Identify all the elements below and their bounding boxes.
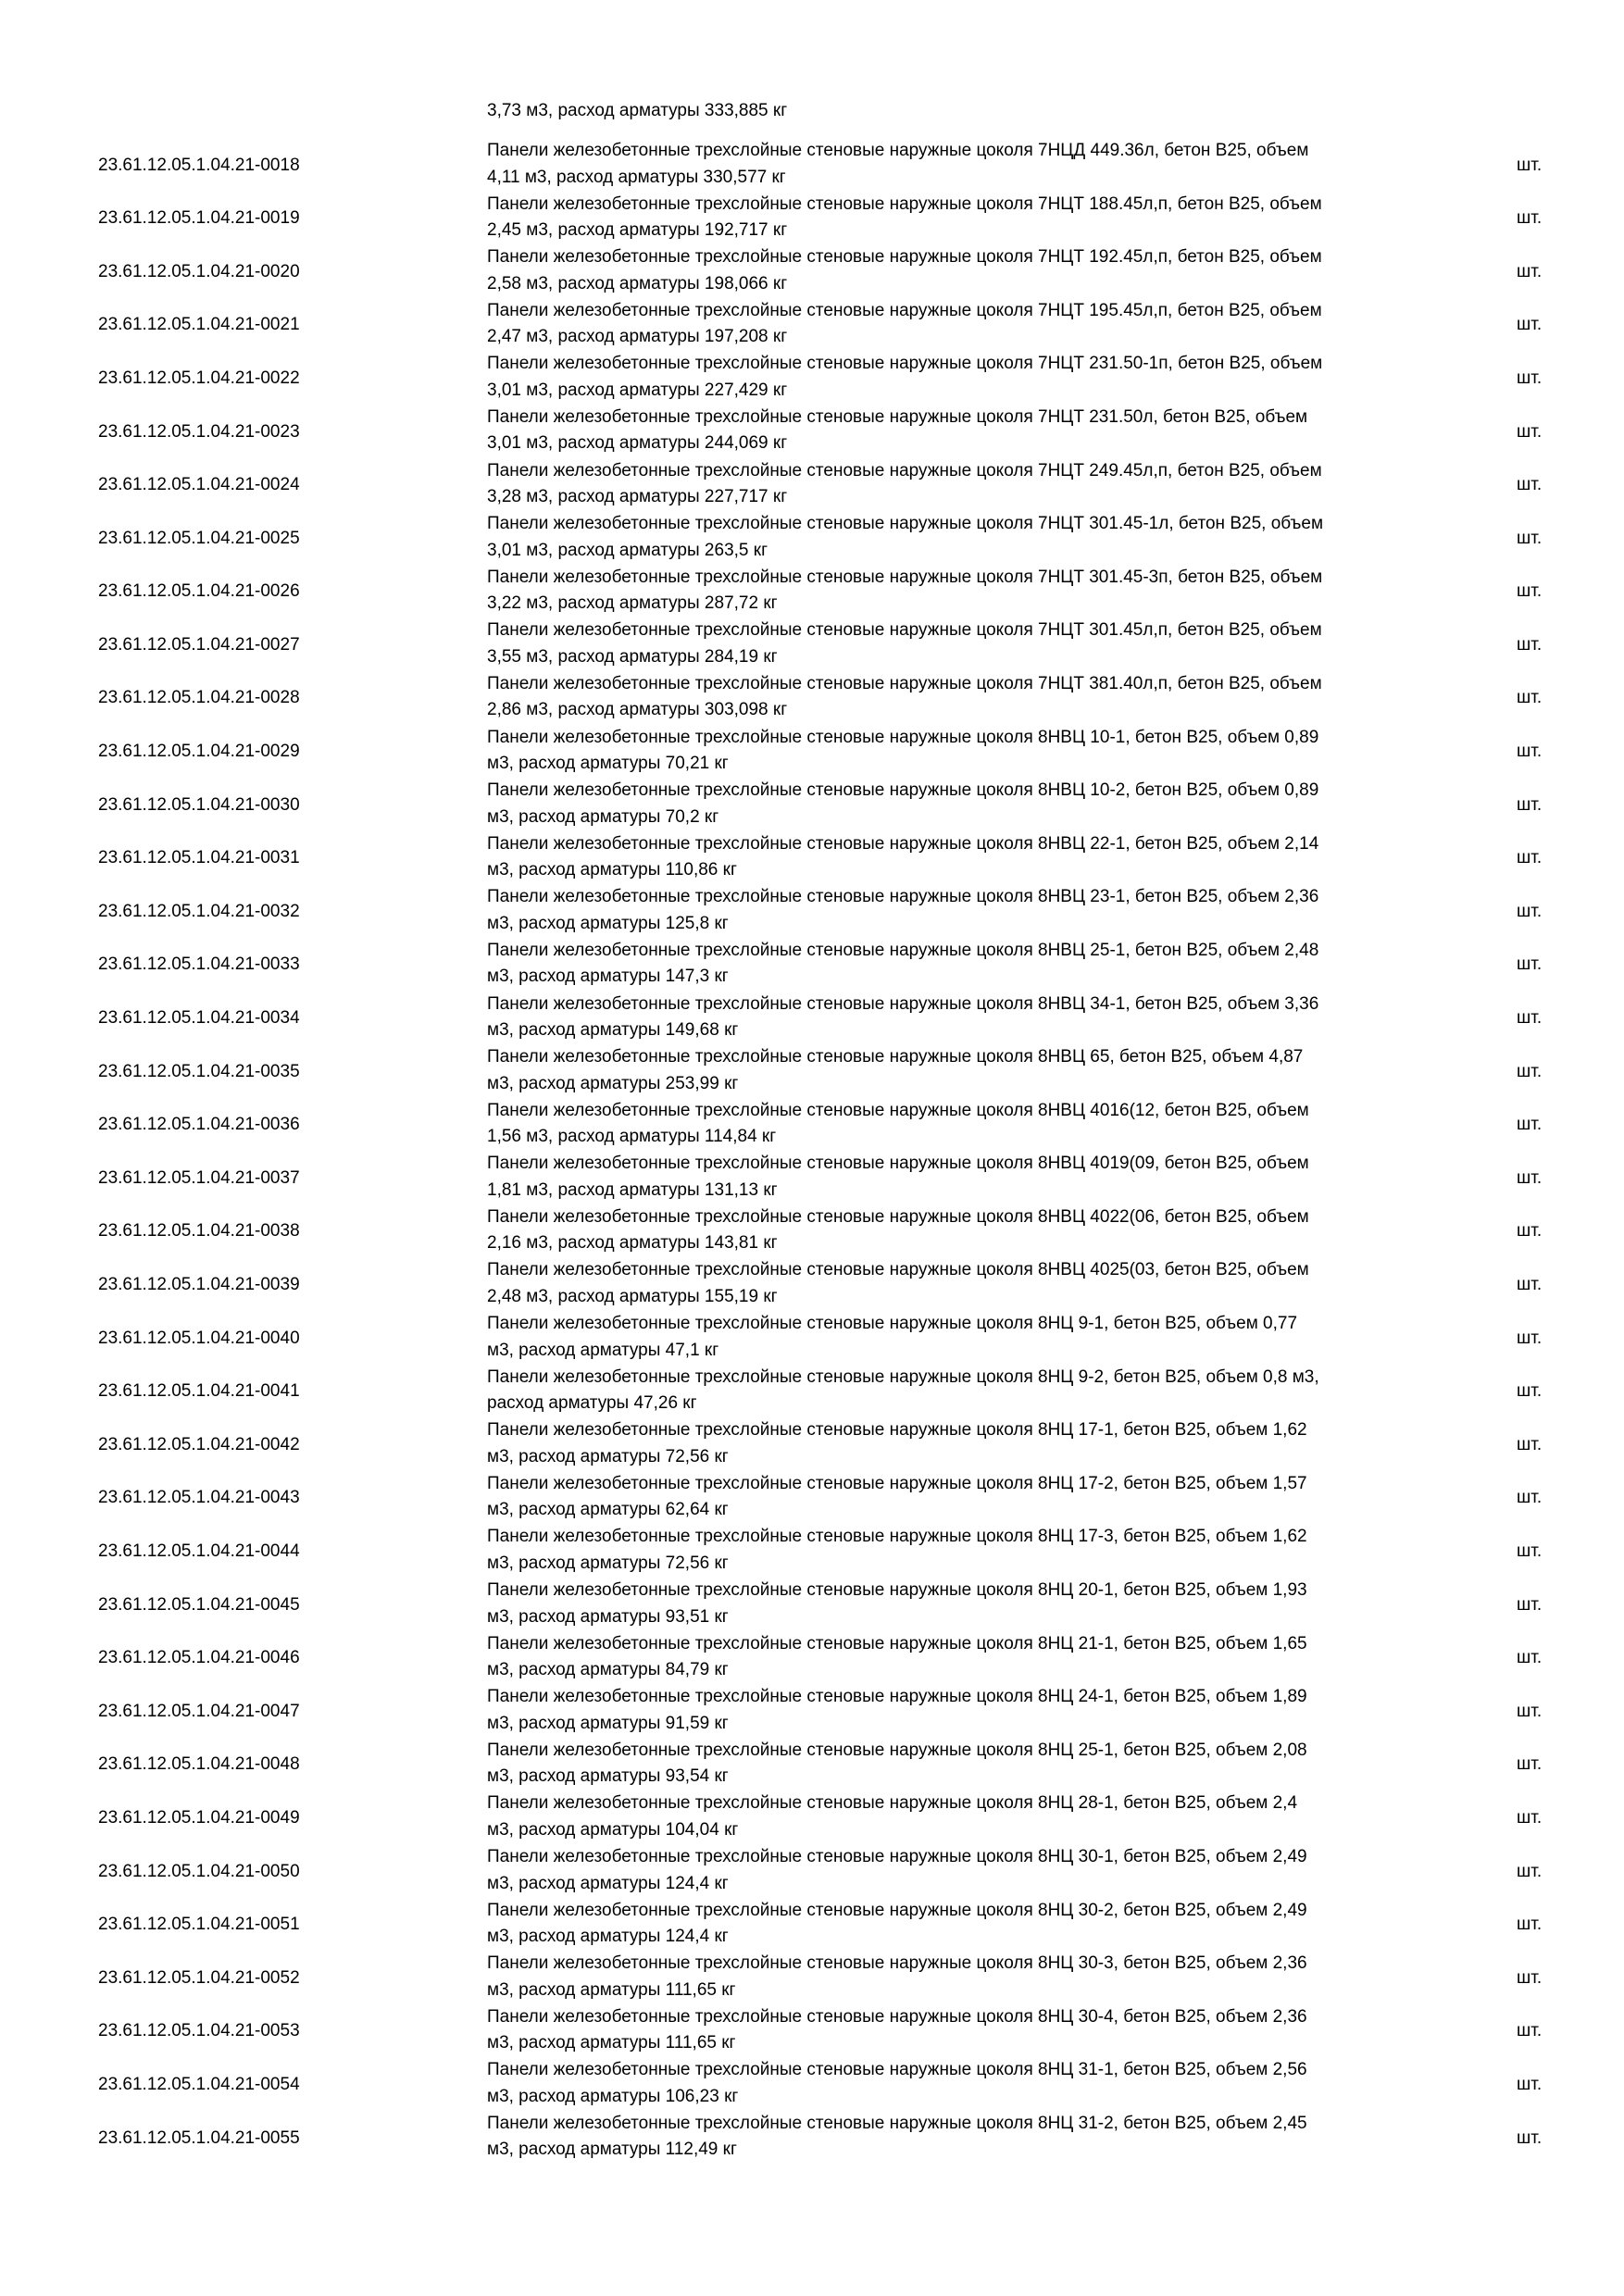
description-line-1: Панели железобетонные трехслойные стеновые наружные цоколя 8НЦ 9-1, бетон B25, объем 0,77 bbox=[487, 1314, 1298, 1334]
description-line-2: 1,56 м3, расход арматуры 114,84 кг bbox=[487, 1127, 777, 1147]
item-code: 23.61.12.05.1.04.21-0031 bbox=[98, 848, 300, 868]
item-description bbox=[487, 1098, 1450, 1151]
unit-of-measure: шт. bbox=[1517, 634, 1543, 655]
item-code: 23.61.12.05.1.04.21-0021 bbox=[98, 315, 300, 335]
item-description bbox=[487, 884, 1450, 937]
item-description bbox=[487, 565, 1450, 618]
description-line-2: м3, расход арматуры 149,68 кг bbox=[487, 1020, 739, 1040]
description-line-2: 3,28 м3, расход арматуры 227,717 кг bbox=[487, 487, 788, 507]
table-row bbox=[0, 566, 1624, 619]
description-line-2: м3, расход арматуры 147,3 кг bbox=[487, 967, 729, 987]
item-description bbox=[487, 1257, 1450, 1310]
table-row bbox=[0, 193, 1624, 246]
item-code: 23.61.12.05.1.04.21-0039 bbox=[98, 1275, 300, 1295]
unit-of-measure: шт. bbox=[1517, 1541, 1543, 1561]
description-line-2: 3,55 м3, расход арматуры 284,19 кг bbox=[487, 646, 778, 667]
item-code: 23.61.12.05.1.04.21-0029 bbox=[98, 742, 300, 762]
description-line-1: Панели железобетонные трехслойные стеновые наружные цоколя 8НВЦ 4016(12, бетон B25, объем bbox=[487, 1100, 1309, 1120]
description-line-1: Панели железобетонные трехслойные стеновые наружные цоколя 7НЦТ 249.45л,п, бетон B25, объем bbox=[487, 460, 1322, 480]
item-description bbox=[487, 244, 1450, 297]
unit-of-measure: шт. bbox=[1517, 688, 1543, 708]
unit-of-measure: шт. bbox=[1517, 2074, 1543, 2094]
description-line-1: Панели железобетонные трехслойные стеновые наружные цоколя 8НВЦ 25-1, бетон B25, объем 2,48 bbox=[487, 940, 1319, 960]
item-code: 23.61.12.05.1.04.21-0026 bbox=[98, 581, 300, 602]
description-line-1: Панели железобетонные трехслойные стеновые наружные цоколя 8НВЦ 10-2, бетон B25, объем 0,89 bbox=[487, 780, 1319, 801]
description-line-2: м3, расход арматуры 125,8 кг bbox=[487, 913, 729, 933]
description-line-1: Панели железобетонные трехслойные стеновые наружные цоколя 8НЦ 25-1, бетон B25, объем 2,08 bbox=[487, 1740, 1307, 1760]
unit-of-measure: шт. bbox=[1517, 261, 1543, 281]
table-row bbox=[0, 992, 1624, 1046]
description-line-2: м3, расход арматуры 104,04 кг bbox=[487, 1819, 739, 1840]
description-line-1: Панели железобетонные трехслойные стеновые наружные цоколя 7НЦТ 231.50-1п, бетон B25, объем bbox=[487, 354, 1323, 374]
description-line-1: Панели железобетонные трехслойные стеновые наружные цоколя 7НЦТ 188.45л,п, бетон B25, объем bbox=[487, 193, 1322, 214]
description-line-1: Панели железобетонные трехслойные стеновые наружные цоколя 8НЦ 24-1, бетон B25, объем 1,89 bbox=[487, 1687, 1307, 1707]
item-description bbox=[487, 992, 1450, 1044]
description-line-2: м3, расход арматуры 111,65 кг bbox=[487, 2033, 736, 2053]
table-row bbox=[0, 1578, 1624, 1632]
item-description bbox=[487, 671, 1450, 724]
description-line-1: Панели железобетонные трехслойные стеновые наружные цоколя 8НВЦ 4022(06, бетон B25, объем bbox=[487, 1206, 1309, 1227]
description-line-1: Панели железобетонные трехслойные стеновые наружные цоколя 8НЦ 21-1, бетон B25, объем 1,65 bbox=[487, 1633, 1307, 1653]
item-description bbox=[487, 1951, 1450, 2003]
description-line-1: Панели железобетонные трехслойные стеновые наружные цоколя 8НЦ 31-1, бетон B25, объем 2,56 bbox=[487, 2060, 1307, 2080]
item-description bbox=[487, 1791, 1450, 1843]
description-line-2: м3, расход арматуры 93,54 кг bbox=[487, 1766, 729, 1787]
item-code: 23.61.12.05.1.04.21-0043 bbox=[98, 1488, 300, 1508]
description-line-2: м3, расход арматуры 47,1 кг bbox=[487, 1340, 719, 1360]
item-code: 23.61.12.05.1.04.21-0019 bbox=[98, 208, 300, 229]
description-line-1: Панели железобетонные трехслойные стеновые наружные цоколя 8НВЦ 10-1, бетон B25, объем 0,89 bbox=[487, 727, 1319, 747]
unit-of-measure: шт. bbox=[1517, 901, 1543, 921]
table-row bbox=[0, 672, 1624, 726]
description-line-1: Панели железобетонные трехслойные стеновые наружные цоколя 8НВЦ 65, бетон B25, объем 4,87 bbox=[487, 1047, 1304, 1067]
description-line-2: 4,11 м3, расход арматуры 330,577 кг bbox=[487, 167, 786, 187]
item-code: 23.61.12.05.1.04.21-0033 bbox=[98, 955, 300, 975]
description-line-2: 1,81 м3, расход арматуры 131,13 кг bbox=[487, 1179, 778, 1200]
item-description bbox=[487, 618, 1450, 670]
item-code: 23.61.12.05.1.04.21-0054 bbox=[98, 2074, 300, 2094]
description-line-1: Панели железобетонные трехслойные стеновые наружные цоколя 8НВЦ 34-1, бетон B25, объем 3,36 bbox=[487, 993, 1319, 1014]
unit-of-measure: шт. bbox=[1517, 1861, 1543, 1881]
unit-of-measure: шт. bbox=[1517, 1807, 1543, 1828]
description-line-1: Панели железобетонные трехслойные стеновые наружные цоколя 8НЦ 17-1, бетон B25, объем 1,62 bbox=[487, 1420, 1307, 1441]
description-line-2: м3, расход арматуры 91,59 кг bbox=[487, 1713, 729, 1733]
table-row bbox=[0, 299, 1624, 353]
item-description bbox=[487, 1578, 1450, 1630]
description-line-2: расход арматуры 47,26 кг bbox=[487, 1393, 697, 1414]
item-description bbox=[487, 405, 1450, 457]
description-line-2: 2,47 м3, расход арматуры 197,208 кг bbox=[487, 327, 788, 347]
description-line-1: Панели железобетонные трехслойные стеновые наружные цоколя 7НЦД 449.36л, бетон B25, объем bbox=[487, 141, 1309, 160]
table-row bbox=[0, 139, 1624, 193]
item-description bbox=[487, 1471, 1450, 1524]
description-line-1: Панели железобетонные трехслойные стеновые наружные цоколя 8НЦ 31-2, бетон B25, объем 2,45 bbox=[487, 2113, 1307, 2133]
table-row bbox=[0, 1205, 1624, 1259]
description-line-1: Панели железобетонные трехслойные стеновые наружные цоколя 7НЦТ 301.45-1л, бетон B25, объем bbox=[487, 514, 1324, 534]
unit-of-measure: шт. bbox=[1517, 1754, 1543, 1775]
description-line-2: м3, расход арматуры 253,99 кг bbox=[487, 1073, 739, 1093]
description-line-2: 3,01 м3, расход арматуры 244,069 кг bbox=[487, 433, 788, 454]
description-line-2: м3, расход арматуры 84,79 кг bbox=[487, 1660, 729, 1680]
item-code: 23.61.12.05.1.04.21-0024 bbox=[98, 475, 300, 495]
item-description bbox=[487, 2111, 1450, 2164]
description-line-2: м3, расход арматуры 111,65 кг bbox=[487, 1979, 736, 2000]
item-description bbox=[487, 2004, 1450, 2057]
unit-of-measure: шт. bbox=[1517, 528, 1543, 548]
item-description bbox=[487, 1524, 1450, 1577]
description-line-2: 3,01 м3, расход арматуры 227,429 кг bbox=[487, 380, 788, 400]
unit-of-measure: шт. bbox=[1517, 475, 1543, 495]
description-line-1: Панели железобетонные трехслойные стеновые наружные цоколя 7НЦТ 192.45л,п, бетон B25, объем bbox=[487, 247, 1322, 268]
unit-of-measure: шт. bbox=[1517, 1701, 1543, 1721]
unit-of-measure: шт. bbox=[1517, 742, 1543, 762]
item-description bbox=[487, 1631, 1450, 1684]
item-description bbox=[487, 1844, 1450, 1897]
table-row bbox=[0, 1312, 1624, 1366]
item-code: 23.61.12.05.1.04.21-0053 bbox=[98, 2021, 300, 2041]
item-description bbox=[487, 778, 1450, 830]
description-line-2: м3, расход арматуры 124,4 кг bbox=[487, 1873, 729, 1893]
unit-of-measure: шт. bbox=[1517, 1275, 1543, 1295]
description-line-2: 2,58 м3, расход арматуры 198,066 кг bbox=[487, 273, 788, 293]
description-line-2: м3, расход арматуры 112,49 кг bbox=[487, 2140, 737, 2160]
unit-of-measure: шт. bbox=[1517, 2021, 1543, 2041]
unit-of-measure: шт. bbox=[1517, 2128, 1543, 2148]
unit-of-measure: шт. bbox=[1517, 155, 1543, 175]
item-code: 23.61.12.05.1.04.21-0023 bbox=[98, 421, 300, 442]
table-row bbox=[0, 939, 1624, 992]
description-line-1: Панели железобетонные трехслойные стеновые наружные цоколя 8НЦ 20-1, бетон B25, объем 1,93 bbox=[487, 1580, 1307, 1601]
item-description bbox=[487, 1044, 1450, 1097]
item-description bbox=[487, 2057, 1450, 2110]
unit-of-measure: шт. bbox=[1517, 421, 1543, 442]
table-row bbox=[0, 2005, 1624, 2059]
table-row bbox=[0, 1366, 1624, 1419]
description-line-2: м3, расход арматуры 72,56 кг bbox=[487, 1446, 729, 1466]
item-code: 23.61.12.05.1.04.21-0052 bbox=[98, 1967, 300, 1988]
item-code: 23.61.12.05.1.04.21-0034 bbox=[98, 1008, 300, 1029]
unit-of-measure: шт. bbox=[1517, 208, 1543, 229]
unit-of-measure: шт. bbox=[1517, 1328, 1543, 1348]
item-code: 23.61.12.05.1.04.21-0050 bbox=[98, 1861, 300, 1881]
item-code: 23.61.12.05.1.04.21-0035 bbox=[98, 1061, 300, 1081]
item-code: 23.61.12.05.1.04.21-0018 bbox=[98, 155, 300, 175]
table-row bbox=[0, 1845, 1624, 1899]
item-code: 23.61.12.05.1.04.21-0045 bbox=[98, 1594, 300, 1615]
description-line-1: Панели железобетонные трехслойные стеновые наружные цоколя 8НВЦ 4019(09, бетон B25, объем bbox=[487, 1154, 1309, 1174]
description-line-2: м3, расход арматуры 62,64 кг bbox=[487, 1500, 729, 1520]
unit-of-measure: шт. bbox=[1517, 955, 1543, 975]
unit-of-measure: шт. bbox=[1517, 794, 1543, 815]
item-code: 23.61.12.05.1.04.21-0027 bbox=[98, 634, 300, 655]
item-code: 23.61.12.05.1.04.21-0046 bbox=[98, 1648, 300, 1668]
item-description bbox=[487, 938, 1450, 991]
item-description bbox=[487, 831, 1450, 884]
unit-of-measure: шт. bbox=[1517, 1434, 1543, 1454]
description-line-2: м3, расход арматуры 110,86 кг bbox=[487, 860, 737, 880]
table-row bbox=[0, 1418, 1624, 1472]
item-description bbox=[487, 1311, 1450, 1364]
unit-of-measure: шт. bbox=[1517, 315, 1543, 335]
description-line-1: Панели железобетонные трехслойные стеновые наружные цоколя 8НЦ 30-4, бетон B25, объем 2,36 bbox=[487, 2006, 1307, 2027]
description-line-1: Панели железобетонные трехслойные стеновые наружные цоколя 8НЦ 28-1, бетон B25, объем 2,4 bbox=[487, 1793, 1298, 1814]
description-line-1: Панели железобетонные трехслойные стеновые наружные цоколя 8НЦ 17-3, бетон B25, объем 1,62 bbox=[487, 1527, 1307, 1547]
item-code: 23.61.12.05.1.04.21-0055 bbox=[98, 2128, 300, 2148]
item-description bbox=[487, 351, 1450, 404]
description-line-1: Панели железобетонные трехслойные стеновые наружные цоколя 7НЦТ 381.40л,п, бетон B25, объем bbox=[487, 673, 1322, 693]
table-row bbox=[0, 245, 1624, 299]
table-row bbox=[0, 2112, 1624, 2165]
item-code: 23.61.12.05.1.04.21-0044 bbox=[98, 1541, 300, 1561]
item-code: 23.61.12.05.1.04.21-0042 bbox=[98, 1434, 300, 1454]
table-row bbox=[0, 1899, 1624, 1953]
item-description bbox=[487, 1738, 1450, 1791]
description-line-2: м3, расход арматуры 72,56 кг bbox=[487, 1553, 729, 1573]
item-code: 23.61.12.05.1.04.21-0048 bbox=[98, 1754, 300, 1775]
description-line-1: Панели железобетонные трехслойные стеновые наружные цоколя 8НВЦ 4025(03, бетон B25, объем bbox=[487, 1260, 1309, 1280]
unit-of-measure: шт. bbox=[1517, 1061, 1543, 1081]
item-code: 23.61.12.05.1.04.21-0047 bbox=[98, 1701, 300, 1721]
description-line-2: м3, расход арматуры 70,21 кг bbox=[487, 754, 729, 774]
unit-of-measure: шт. bbox=[1517, 581, 1543, 602]
description-line-2: 2,45 м3, расход арматуры 192,717 кг bbox=[487, 220, 788, 241]
description-line-1: Панели железобетонные трехслойные стеновые наружные цоколя 8НЦ 30-1, бетон B25, объем 2,49 bbox=[487, 1847, 1307, 1866]
item-description bbox=[487, 192, 1450, 244]
item-description bbox=[487, 298, 1450, 351]
table-row bbox=[0, 779, 1624, 832]
item-code: 23.61.12.05.1.04.21-0020 bbox=[98, 261, 300, 281]
table-row bbox=[0, 618, 1624, 672]
description-line-1: Панели железобетонные трехслойные стеновые наружные цоколя 8НЦ 30-3, бетон B25, объем 2,36 bbox=[487, 1953, 1307, 1974]
price-table bbox=[0, 139, 1624, 2165]
item-code: 23.61.12.05.1.04.21-0037 bbox=[98, 1167, 300, 1188]
unit-of-measure: шт. bbox=[1517, 1115, 1543, 1135]
item-code: 23.61.12.05.1.04.21-0049 bbox=[98, 1807, 300, 1828]
table-row bbox=[0, 1952, 1624, 2005]
unit-of-measure: шт. bbox=[1517, 368, 1543, 388]
item-code: 23.61.12.05.1.04.21-0025 bbox=[98, 528, 300, 548]
table-row bbox=[0, 406, 1624, 459]
description-line-1: Панели железобетонные трехслойные стеновые наружные цоколя 7НЦТ 231.50л, бетон B25, объем bbox=[487, 406, 1308, 427]
item-description bbox=[487, 138, 1450, 191]
item-description bbox=[487, 725, 1450, 778]
item-code: 23.61.12.05.1.04.21-0040 bbox=[98, 1328, 300, 1348]
description-line-1: Панели железобетонные трехслойные стеновые наружные цоколя 7НЦТ 195.45л,п, бетон B25, объем bbox=[487, 300, 1322, 320]
item-code: 23.61.12.05.1.04.21-0051 bbox=[98, 1915, 300, 1935]
unit-of-measure: шт. bbox=[1517, 1967, 1543, 1988]
item-code: 23.61.12.05.1.04.21-0028 bbox=[98, 688, 300, 708]
unit-of-measure: шт. bbox=[1517, 1221, 1543, 1242]
item-code: 23.61.12.05.1.04.21-0038 bbox=[98, 1221, 300, 1242]
table-row bbox=[0, 1472, 1624, 1526]
description-line-1: Панели железобетонные трехслойные стеновые наружные цоколя 7НЦТ 301.45л,п, бетон B25, объем bbox=[487, 620, 1322, 641]
description-line-2: 3,22 м3, расход арматуры 287,72 кг bbox=[487, 593, 778, 614]
table-row bbox=[0, 726, 1624, 780]
unit-of-measure: шт. bbox=[1517, 1167, 1543, 1188]
description-line-2: м3, расход арматуры 93,51 кг bbox=[487, 1606, 729, 1627]
table-row bbox=[0, 1632, 1624, 1686]
unit-of-measure: шт. bbox=[1517, 848, 1543, 868]
description-line-1: Панели железобетонные трехслойные стеновые наружные цоколя 8НЦ 17-2, бетон B25, объем 1,57 bbox=[487, 1473, 1307, 1493]
unit-of-measure: шт. bbox=[1517, 1594, 1543, 1615]
description-line-2: 2,48 м3, расход арматуры 155,19 кг bbox=[487, 1286, 778, 1306]
item-description bbox=[487, 1151, 1450, 1204]
item-description bbox=[487, 1365, 1450, 1417]
item-code: 23.61.12.05.1.04.21-0030 bbox=[98, 794, 300, 815]
item-description bbox=[487, 1204, 1450, 1257]
description-line-1: Панели железобетонные трехслойные стеновые наружные цоколя 8НЦ 9-2, бетон B25, объем 0,8 м3, bbox=[487, 1366, 1319, 1387]
unit-of-measure: шт. bbox=[1517, 1008, 1543, 1029]
description-line-1: Панели железобетонные трехслойные стеновые наружные цоколя 8НЦ 30-2, бетон B25, объем 2,49 bbox=[487, 1900, 1307, 1920]
description-line-1: Панели железобетонные трехслойные стеновые наружные цоколя 8НВЦ 22-1, бетон B25, объем 2,14 bbox=[487, 833, 1319, 854]
table-row bbox=[0, 1258, 1624, 1312]
item-code: 23.61.12.05.1.04.21-0041 bbox=[98, 1381, 300, 1402]
continuation-text: 3,73 м3, расход арматуры 333,885 кг bbox=[487, 101, 788, 120]
description-line-2: м3, расход арматуры 70,2 кг bbox=[487, 806, 719, 827]
item-code: 23.61.12.05.1.04.21-0036 bbox=[98, 1115, 300, 1135]
unit-of-measure: шт. bbox=[1517, 1915, 1543, 1935]
unit-of-measure: шт. bbox=[1517, 1648, 1543, 1668]
unit-of-measure: шт. bbox=[1517, 1488, 1543, 1508]
description-line-2: м3, расход арматуры 124,4 кг bbox=[487, 1927, 729, 1947]
item-code: 23.61.12.05.1.04.21-0032 bbox=[98, 901, 300, 921]
item-description bbox=[487, 511, 1450, 564]
table-row bbox=[0, 459, 1624, 513]
table-row bbox=[0, 1685, 1624, 1739]
table-row bbox=[0, 1791, 1624, 1845]
description-line-2: м3, расход арматуры 106,23 кг bbox=[487, 2086, 739, 2106]
table-row bbox=[0, 885, 1624, 939]
description-line-2: 2,86 м3, расход арматуры 303,098 кг bbox=[487, 700, 788, 720]
table-row bbox=[0, 1099, 1624, 1153]
table-row bbox=[0, 1525, 1624, 1578]
unit-of-measure: шт. bbox=[1517, 1381, 1543, 1402]
description-line-2: 3,01 м3, расход арматуры 263,5 кг bbox=[487, 540, 768, 560]
table-row bbox=[0, 512, 1624, 566]
item-code: 23.61.12.05.1.04.21-0022 bbox=[98, 368, 300, 388]
table-row bbox=[0, 352, 1624, 406]
description-line-1: Панели железобетонные трехслойные стеновые наружные цоколя 8НВЦ 23-1, бетон B25, объем 2,36 bbox=[487, 887, 1319, 907]
item-description bbox=[487, 1684, 1450, 1737]
item-description bbox=[487, 458, 1450, 511]
item-description bbox=[487, 1417, 1450, 1470]
table-row bbox=[0, 832, 1624, 886]
table-row bbox=[0, 1739, 1624, 1792]
table-row bbox=[0, 1152, 1624, 1205]
description-line-2: 2,16 м3, расход арматуры 143,81 кг bbox=[487, 1233, 778, 1254]
table-row bbox=[0, 1045, 1624, 1099]
description-line-1: Панели железобетонные трехслойные стеновые наружные цоколя 7НЦТ 301.45-3п, бетон B25, объем bbox=[487, 567, 1323, 587]
item-description bbox=[487, 1898, 1450, 1951]
table-row bbox=[0, 2058, 1624, 2112]
